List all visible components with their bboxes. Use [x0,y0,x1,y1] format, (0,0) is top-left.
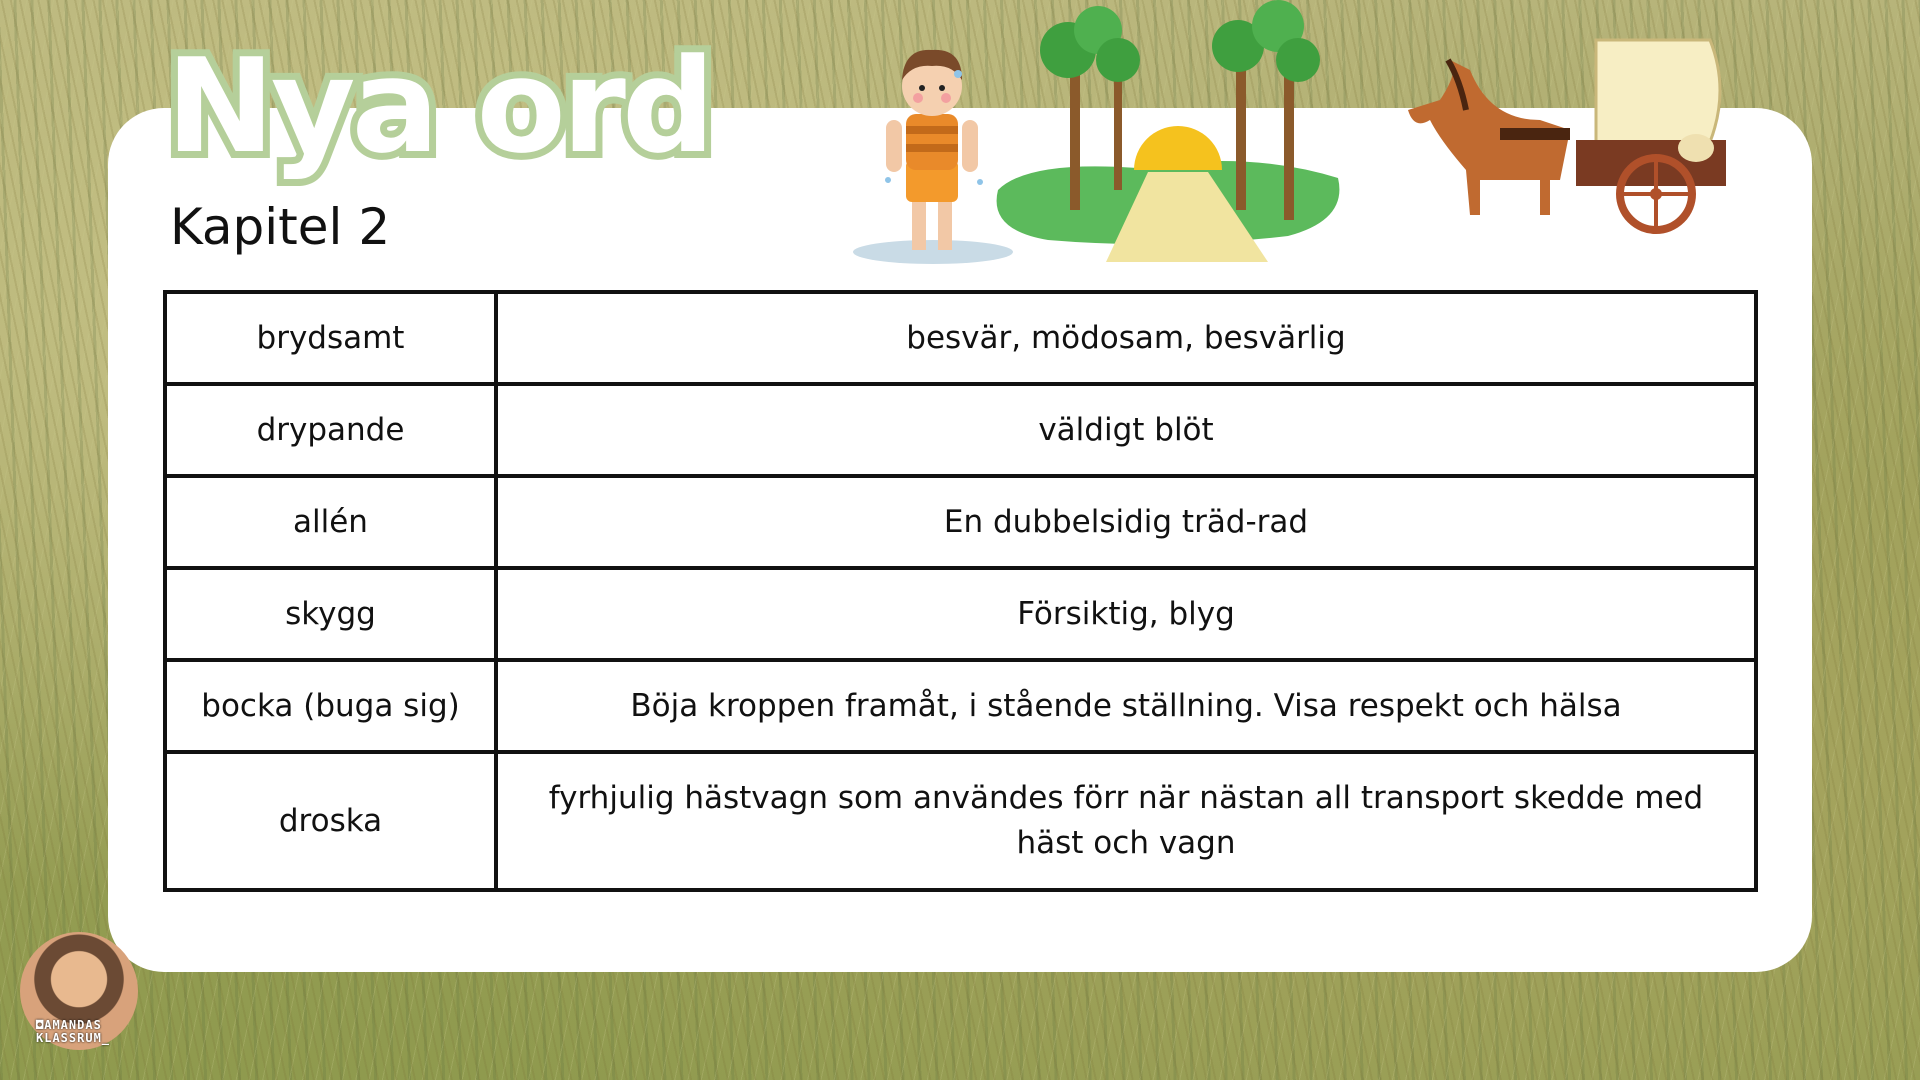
branding-line2: KLASSRUM_ [36,1030,111,1045]
meaning-cell: väldigt blöt [496,384,1756,476]
table-row [165,752,1756,890]
branding-label [36,1019,110,1044]
word-cell: skygg [165,568,496,660]
horse-carriage-illustration [1400,30,1740,240]
word-cell: brydsamt [165,292,496,384]
word-cell: bocka (buga sig) [165,660,496,752]
meaning-cell: besvär, mödosam, besvärlig [496,292,1756,384]
meaning-cell: Försiktig, blyg [496,568,1756,660]
table-row [165,660,1756,752]
table-row [165,384,1756,476]
page-subtitle: Kapitel 2 [170,198,391,256]
branding-line1: AMANDAS [44,1018,102,1032]
word-cell: drypande [165,384,496,476]
table-row [165,476,1756,568]
word-cell: droska [165,752,496,890]
meaning-cell: fyrhjulig hästvagn som användes förr när nästan all transport skedde med häst och vagn [496,752,1756,890]
meaning-cell: En dubbelsidig träd-rad [496,476,1756,568]
table-row [165,292,1756,384]
meaning-cell: Böja kroppen framåt, i stående ställning. Visa respekt och hälsa [496,660,1756,752]
page-title: Nya ord [166,30,712,182]
tree-avenue-illustration [988,0,1350,270]
table-row [165,568,1756,660]
vocabulary-table [163,290,1758,892]
instagram-icon: ◘ [36,1018,45,1032]
word-cell: allén [165,476,496,568]
